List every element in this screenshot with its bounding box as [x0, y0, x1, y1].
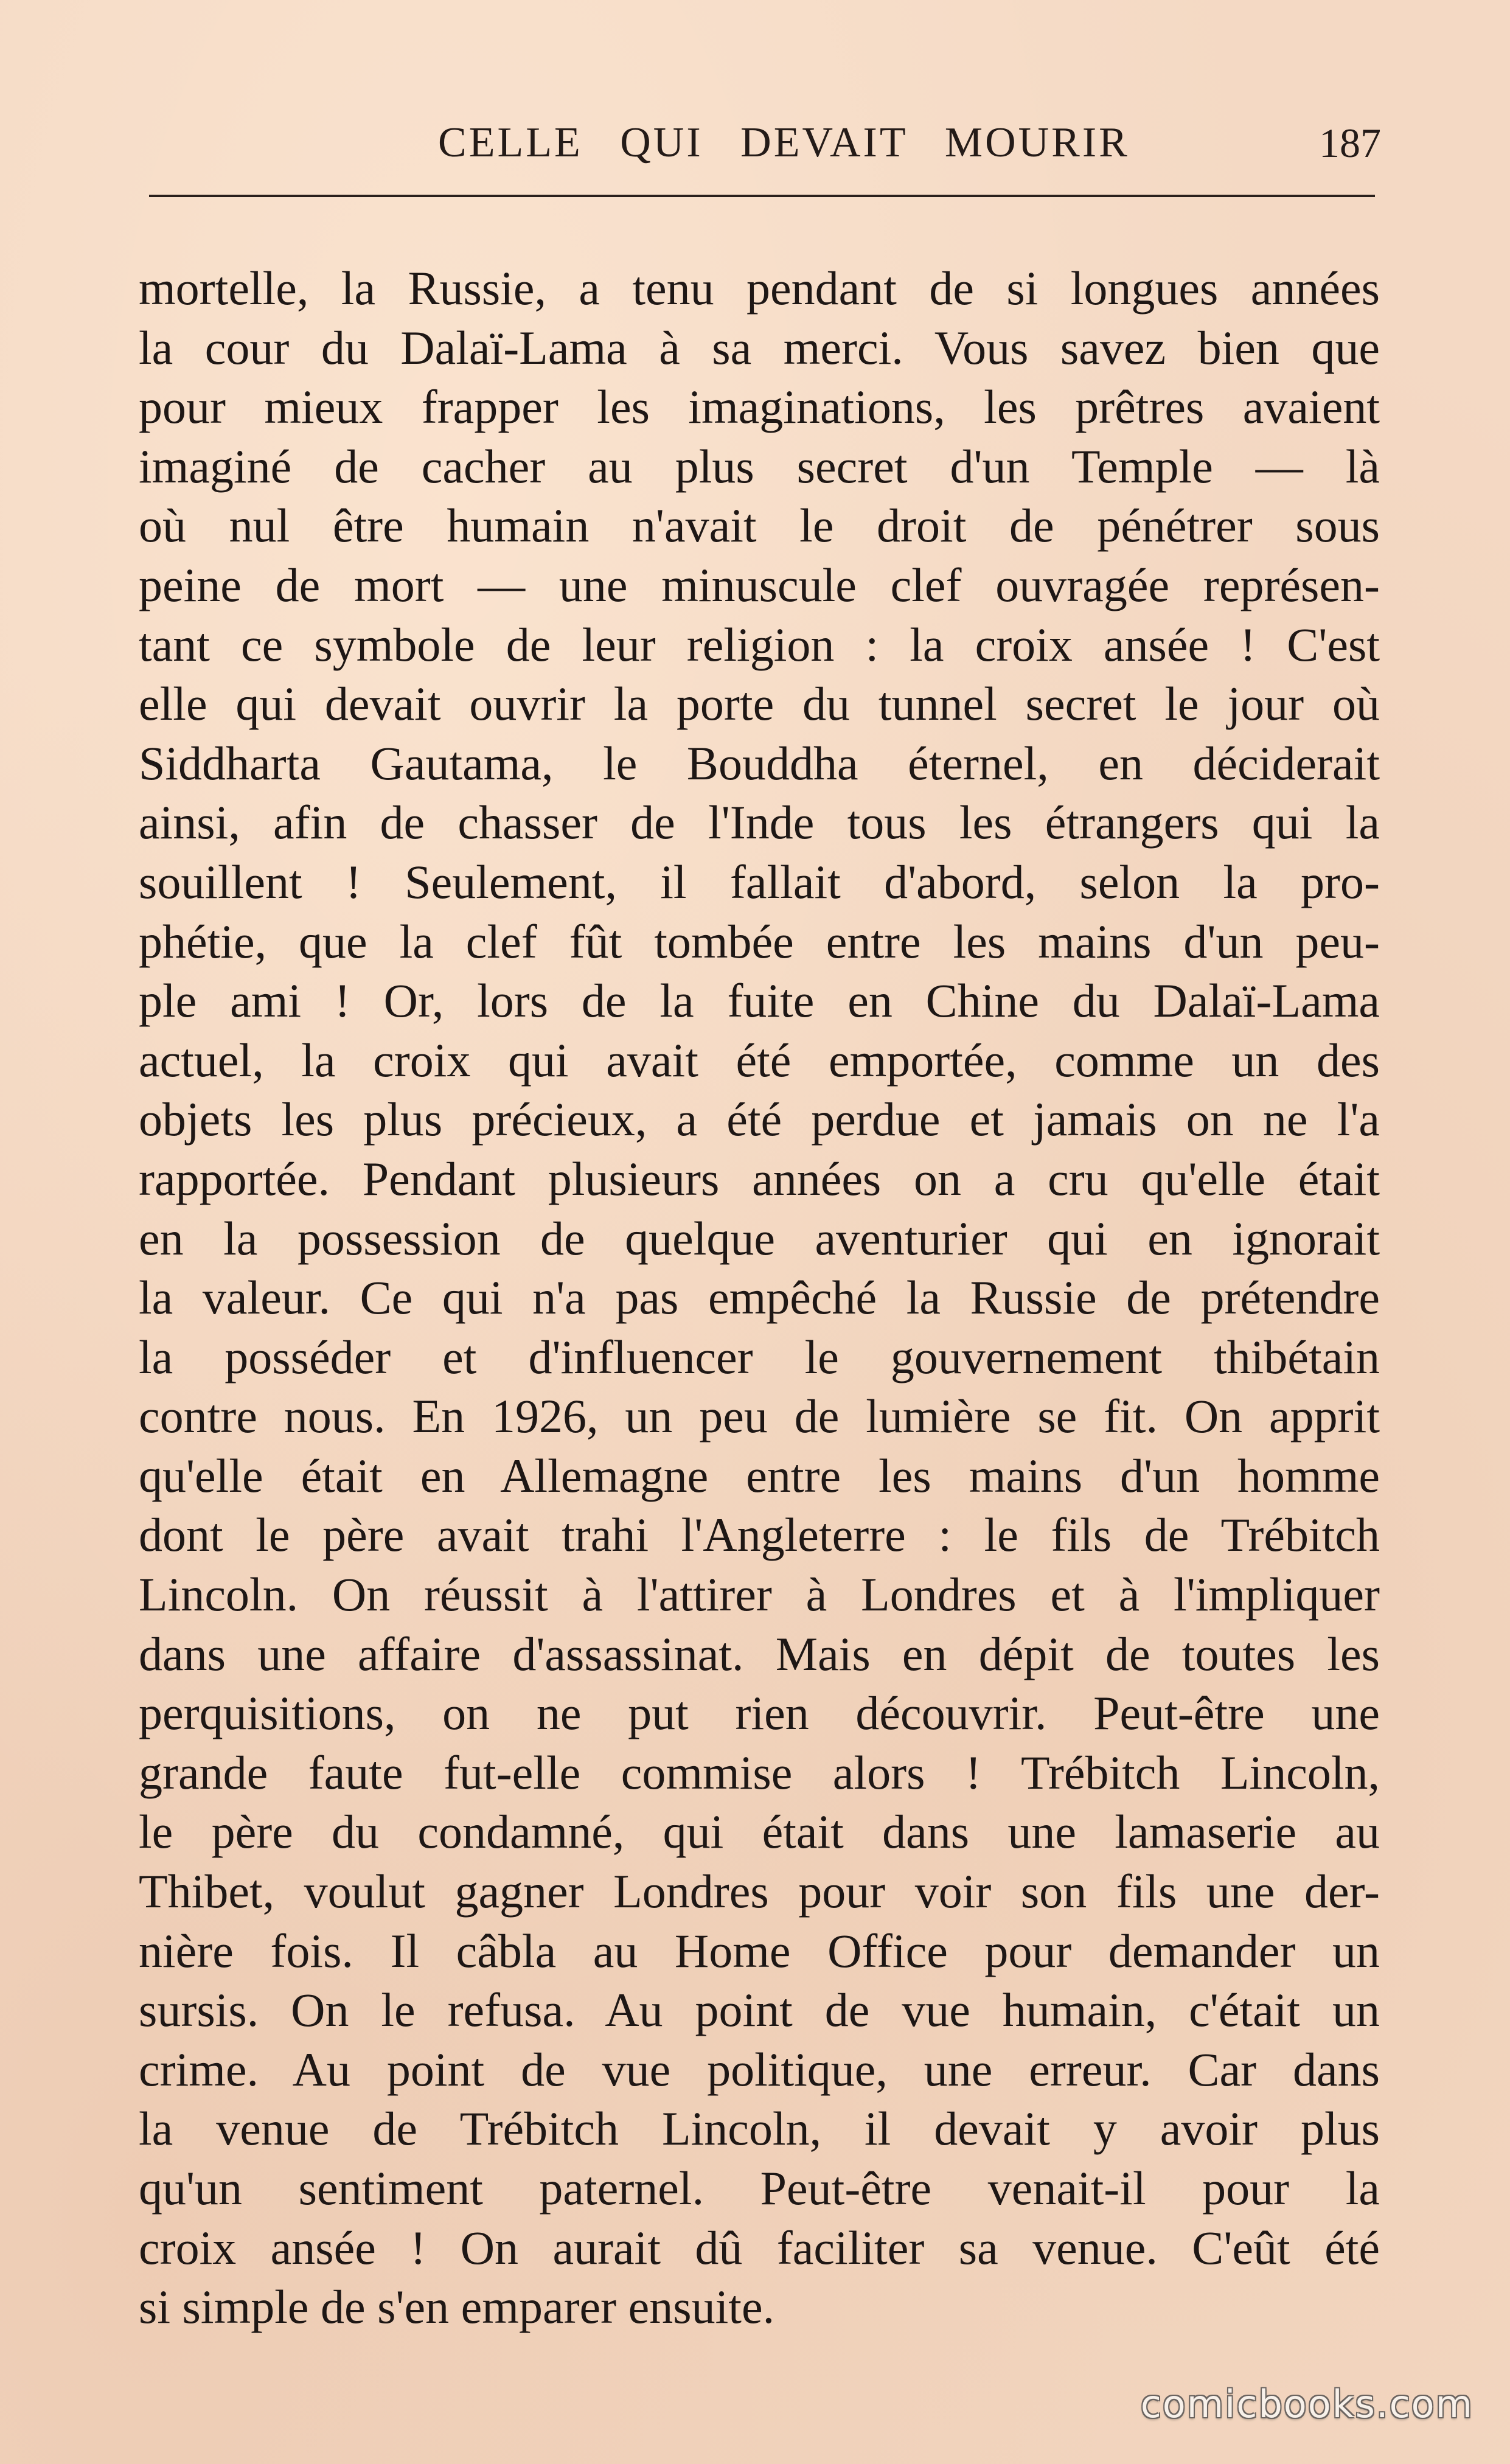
header-rule — [149, 195, 1375, 197]
text-line: Lincoln. On réussit à l'attirer à Londres et à l'impliquer — [139, 1568, 1380, 1621]
text-line: phétie, que la clef fût tombée entre les mains d'un peu- — [139, 914, 1380, 968]
text-line: la posséder et d'influencer le gouvernement thibétain — [139, 1330, 1380, 1383]
text-line: rapportée. Pendant plusieurs années on a cru qu'elle était — [139, 1152, 1380, 1205]
text-line: qu'un sentiment paternel. Peut-être venait-il pour la — [139, 2162, 1380, 2215]
text-line: dans une affaire d'assassinat. Mais en dépit de toutes les — [139, 1627, 1380, 1680]
text-line: mortelle, la Russie, a tenu pendant de si longues années — [139, 262, 1380, 315]
text-line: perquisitions, on ne put rien découvrir. Peut-être une — [139, 1686, 1380, 1740]
body-text — [139, 259, 1380, 2337]
text-line: tant ce symbole de leur religion : la croix ansée ! C'est — [139, 618, 1380, 671]
text-line: croix ansée ! On aurait dû faciliter sa venue. C'eût été — [139, 2221, 1380, 2274]
text-line: le père du condamné, qui était dans une lamaserie au — [139, 1805, 1380, 1859]
text-line: actuel, la croix qui avait été emportée, comme un des — [139, 1033, 1380, 1087]
text-line: Thibet, voulut gagner Londres pour voir son fils une der- — [139, 1865, 1380, 1918]
text-line: la cour du Dalaï-Lama à sa merci. Vous savez bien que — [139, 321, 1380, 374]
running-head — [140, 113, 1381, 179]
text-line: peine de mort — une minuscule clef ouvragée représen- — [139, 558, 1380, 611]
watermark: comicbooks.com — [1140, 2382, 1473, 2426]
text-line: Siddharta Gautama, le Bouddha éternel, en déciderait — [139, 736, 1380, 790]
text-line: dont le père avait trahi l'Angleterre : le fils de Trébitch — [139, 1508, 1380, 1562]
text-line-last: si simple de s'en emparer ensuite. — [139, 2280, 775, 2334]
text-line: souillent ! Seulement, il fallait d'abord, selon la pro- — [139, 855, 1380, 908]
text-line: en la possession de quelque aventurier qui en ignorait — [139, 1211, 1380, 1265]
text-line: où nul être humain n'avait le droit de pénétrer sous — [139, 499, 1380, 552]
text-line: sursis. On le refusa. Au point de vue humain, c'était un — [139, 1983, 1380, 2037]
text-line: elle qui devait ouvrir la porte du tunnel secret le jour où — [139, 677, 1380, 731]
text-line: grande faute fut-elle commise alors ! Trébitch Lincoln, — [139, 1745, 1380, 1799]
text-line: objets les plus précieux, a été perdue et jamais on ne l'a — [139, 1093, 1380, 1146]
text-line: la valeur. Ce qui n'a pas empêché la Russie de prétendre — [139, 1271, 1380, 1324]
text-line: nière fois. Il câbla au Home Office pour demander un — [139, 1924, 1380, 1977]
text-line: qu'elle était en Allemagne entre les mains d'un homme — [139, 1449, 1380, 1502]
text-line: ainsi, afin de chasser de l'Inde tous les étrangers qui la — [139, 796, 1380, 849]
text-line: ple ami ! Or, lors de la fuite en Chine du Dalaï-Lama — [139, 974, 1380, 1028]
text-line: crime. Au point de vue politique, une erreur. Car dans — [139, 2042, 1380, 2096]
text-line: pour mieux frapper les imaginations, les prêtres avaient — [139, 380, 1380, 434]
text-line: la venue de Trébitch Lincoln, il devait y avoir plus — [139, 2102, 1380, 2156]
page-number: 187 — [1319, 120, 1381, 166]
text-line: contre nous. En 1926, un peu de lumière se fit. On apprit — [139, 1390, 1380, 1443]
text-line: imaginé de cacher au plus secret d'un Temple — là — [139, 439, 1380, 493]
running-title: CELLE QUI DEVAIT MOURIR — [438, 119, 1130, 166]
